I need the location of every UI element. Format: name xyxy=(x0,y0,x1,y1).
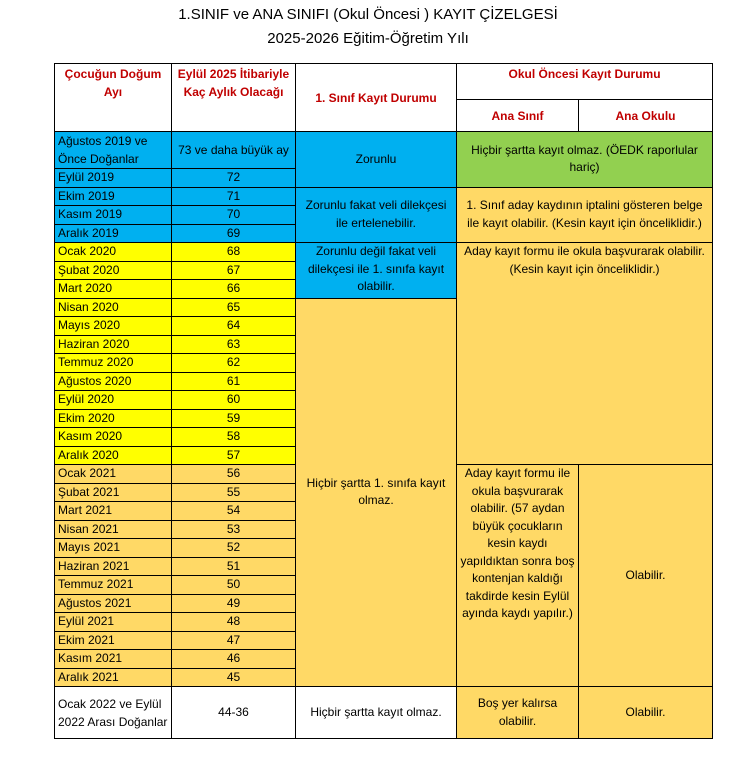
birth-month-cell: Haziran 2021 xyxy=(55,557,172,576)
preschool-aday-form-57: Aday kayıt formu ile okula başvurarak olabilir. (57 aydan büyük çocukların kesin kaydı yapıldıktan sonra boş kontenjan kaldığı takdirde kesin Eylül ayında kaydı yapılır.) xyxy=(457,465,579,687)
birth-month-cell: Ağustos 2019 ve Önce Doğanlar xyxy=(55,132,172,169)
age-month-cell: 52 xyxy=(172,539,296,558)
birth-month-cell: Ağustos 2020 xyxy=(55,372,172,391)
first-grade-olmaz-last: Hiçbir şartta kayıt olmaz. xyxy=(296,687,457,739)
birth-month-cell: Şubat 2021 xyxy=(55,483,172,502)
page-title: 1.SINIF ve ANA SINIFI (Okul Öncesi ) KAYIT ÇİZELGESİ xyxy=(178,6,558,23)
age-month-cell: 45 xyxy=(172,668,296,687)
header-ana-okulu: Ana Okulu xyxy=(579,100,713,132)
age-month-cell: 49 xyxy=(172,594,296,613)
birth-month-cell: Eylül 2021 xyxy=(55,613,172,632)
age-month-cell: 51 xyxy=(172,557,296,576)
birth-month-cell: Aralık 2019 xyxy=(55,224,172,243)
first-grade-ertelenebilir: Zorunlu fakat veli dilekçesi ile ertelenebilir. xyxy=(296,187,457,243)
birth-month-cell: Kasım 2021 xyxy=(55,650,172,669)
preschool-oedk: Hiçbir şartta kayıt olmaz. (ÖEDK raporlular hariç) xyxy=(457,132,713,188)
birth-month-cell: Haziran 2020 xyxy=(55,335,172,354)
birth-month-cell: Aralık 2021 xyxy=(55,668,172,687)
age-month-cell: 59 xyxy=(172,409,296,428)
birth-month-cell: Mayıs 2021 xyxy=(55,539,172,558)
age-month-cell: 47 xyxy=(172,631,296,650)
birth-month-cell: Ekim 2019 xyxy=(55,187,172,206)
birth-month-cell: Mart 2021 xyxy=(55,502,172,521)
age-month-cell: 57 xyxy=(172,446,296,465)
birth-month-cell: Ekim 2021 xyxy=(55,631,172,650)
header-ana-sinif: Ana Sınıf xyxy=(457,100,579,132)
birth-month-cell: Ocak 2020 xyxy=(55,243,172,262)
first-grade-olmaz: Hiçbir şartta 1. sınıfa kayıt olmaz. xyxy=(296,298,457,687)
birth-month-cell: Eylül 2020 xyxy=(55,391,172,410)
birth-month-cell: Temmuz 2021 xyxy=(55,576,172,595)
age-month-cell: 70 xyxy=(172,206,296,225)
age-month-cell: 66 xyxy=(172,280,296,299)
age-month-cell: 46 xyxy=(172,650,296,669)
header-first-grade: 1. Sınıf Kayıt Durumu xyxy=(296,64,457,132)
age-month-cell: 48 xyxy=(172,613,296,632)
birth-month-cell: Nisan 2021 xyxy=(55,520,172,539)
age-month-cell: 55 xyxy=(172,483,296,502)
preschool-aday-form: Aday kayıt formu ile okula başvurarak olabilir. (Kesin kayıt için önceliklidir.) xyxy=(457,243,713,465)
age-month-cell: 68 xyxy=(172,243,296,262)
page-subtitle: 2025-2026 Eğitim-Öğretim Yılı xyxy=(267,30,469,47)
table-row xyxy=(55,132,713,169)
age-month-cell: 62 xyxy=(172,354,296,373)
birth-month-cell: Aralık 2020 xyxy=(55,446,172,465)
table-row xyxy=(55,64,713,100)
age-month-cell: 60 xyxy=(172,391,296,410)
table-row xyxy=(55,687,713,739)
header-age-months: Eylül 2025 İtibariyle Kaç Aylık Olacağı xyxy=(172,64,296,132)
age-month-cell: 50 xyxy=(172,576,296,595)
birth-month-cell: Nisan 2020 xyxy=(55,298,172,317)
header-birth-month: Çocuğun Doğum Ayı xyxy=(55,64,172,132)
birth-month-cell: Eylül 2019 xyxy=(55,169,172,188)
birth-month-cell: Temmuz 2020 xyxy=(55,354,172,373)
age-month-cell: 44-36 xyxy=(172,687,296,739)
birth-month-cell: Kasım 2020 xyxy=(55,428,172,447)
age-month-cell: 56 xyxy=(172,465,296,484)
age-month-cell: 53 xyxy=(172,520,296,539)
birth-month-cell: Ağustos 2021 xyxy=(55,594,172,613)
preschool-bos-yer: Boş yer kalırsa olabilir. xyxy=(457,687,579,739)
birth-month-cell: Ocak 2021 xyxy=(55,465,172,484)
birth-month-cell: Ekim 2020 xyxy=(55,409,172,428)
birth-month-cell: Şubat 2020 xyxy=(55,261,172,280)
birth-month-cell: Mayıs 2020 xyxy=(55,317,172,336)
age-month-cell: 58 xyxy=(172,428,296,447)
table-row xyxy=(55,243,713,262)
age-month-cell: 63 xyxy=(172,335,296,354)
age-month-cell: 69 xyxy=(172,224,296,243)
preschool-okulu-olabilir: Olabilir. xyxy=(579,465,713,687)
birth-month-cell: Kasım 2019 xyxy=(55,206,172,225)
age-month-cell: 54 xyxy=(172,502,296,521)
birth-month-cell: Mart 2020 xyxy=(55,280,172,299)
age-month-cell: 67 xyxy=(172,261,296,280)
age-month-cell: 65 xyxy=(172,298,296,317)
table-row xyxy=(55,187,713,206)
age-month-cell: 71 xyxy=(172,187,296,206)
age-month-cell: 73 ve daha büyük ay xyxy=(172,132,296,169)
first-grade-dilekce: Zorunlu değil fakat veli dilekçesi ile 1. sınıfa kayıt olabilir. xyxy=(296,243,457,299)
preschool-iptal: 1. Sınıf aday kaydının iptalini gösteren belge ile kayıt olabilir. (Kesin kayıt için önceliklidir.) xyxy=(457,187,713,243)
birth-month-cell: Ocak 2022 ve Eylül 2022 Arası Doğanlar xyxy=(55,687,172,739)
age-month-cell: 72 xyxy=(172,169,296,188)
preschool-okulu-olabilir-last: Olabilir. xyxy=(579,687,713,739)
age-month-cell: 64 xyxy=(172,317,296,336)
age-month-cell: 61 xyxy=(172,372,296,391)
registration-table xyxy=(54,63,713,739)
header-preschool: Okul Öncesi Kayıt Durumu xyxy=(457,64,713,100)
first-grade-zorunlu: Zorunlu xyxy=(296,132,457,188)
